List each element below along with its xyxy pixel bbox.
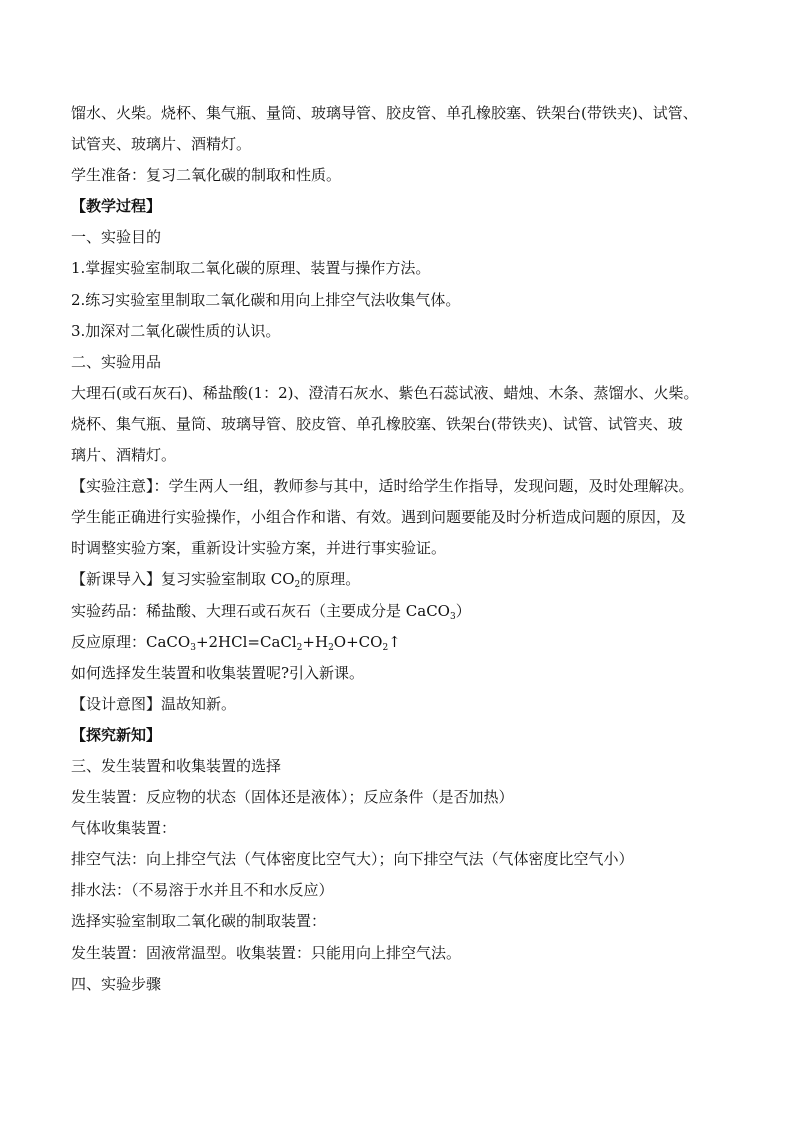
paragraph-line: 烧杯、集气瓶、量筒、玻璃导管、胶皮管、单孔橡胶塞、铁架台(带铁夹)、试管、试管夹、玻 (71, 414, 683, 433)
reaction-equation (71, 627, 741, 658)
text-span: +H (302, 632, 329, 651)
document-body (71, 98, 741, 1000)
paragraph-line: 选择实验室制取二氧化碳的制取装置： (71, 912, 327, 931)
subscript: 2 (328, 642, 334, 653)
section-heading-apparatus-selection: 三、发生装置和收集装置的选择 (71, 756, 282, 775)
paragraph-line: 【设计意图】温故知新。 (71, 694, 237, 713)
new-lesson-intro (71, 564, 741, 595)
paragraph-line: 【实验注意】：学生两人一组，教师参与其中，适时给学生作指导，发现问题，及时处理解决。 (71, 477, 694, 496)
paragraph-line: 试管夹、玻璃片、酒精灯。 (71, 135, 252, 154)
section-heading-experiment-purpose: 一、实验目的 (71, 228, 162, 247)
text-span: 实验药品：稀盐酸、大理石或石灰石（主要成分是 CaCO (71, 601, 450, 620)
list-item: 3.加深对二氧化碳性质的认识。 (71, 321, 281, 340)
paragraph-line: 时调整实验方案，重新设计实验方案，并进行事实验证。 (71, 539, 447, 558)
text-span: 的原理。 (300, 570, 361, 589)
text-span: +2HCl=CaCl (195, 632, 297, 651)
text-span: O+CO (333, 632, 383, 651)
paragraph-line: 馏水、火柴。烧杯、集气瓶、量筒、玻璃导管、胶皮管、单孔橡胶塞、铁架台(带铁夹)、试管、 (71, 104, 698, 122)
paragraph-line: 排水法：（不易溶于水并且不和水反应） (71, 881, 334, 900)
paragraph-line: 气体收集装置： (71, 819, 177, 838)
text-span: ） (455, 601, 471, 620)
paragraph-line: 发生装置：反应物的状态（固体还是液体）；反应条件（是否加热） (71, 788, 514, 807)
text-span: 反应原理：CaCO (71, 632, 191, 651)
experiment-reagents (71, 596, 741, 627)
paragraph-line: 学生能正确进行实验操作，小组合作和谐、有效。遇到问题要能及时分析造成问题的原因，及 (71, 508, 687, 527)
section-heading-experiment-supplies: 二、实验用品 (71, 352, 162, 371)
section-heading-experiment-steps: 四、实验步骤 (71, 974, 162, 993)
gas-arrow: ↑ (388, 632, 401, 651)
subscript: 2 (294, 580, 301, 591)
section-heading-explore: 【探究新知】 (71, 725, 162, 744)
subscript: 3 (190, 642, 196, 653)
subscript: 3 (449, 611, 456, 622)
paragraph-line: 璃片、酒精灯。 (71, 446, 177, 465)
paragraph-line: 发生装置：固液常温型。收集装置：只能用向上排空气法。 (71, 943, 462, 962)
subscript: 2 (296, 642, 303, 653)
paragraph-line: 大理石(或石灰石)、稀盐酸(1：2)、澄清石灰水、紫色石蕊试液、蜡烛、木条、蒸馏水、火柴。 (71, 383, 699, 402)
text-span: 【新课导入】复习实验室制取 CO (71, 570, 295, 589)
subscript: 2 (382, 642, 389, 653)
paragraph-line: 学生准备：复习二氧化碳的制取和性质。 (71, 166, 342, 185)
list-item: 2.练习实验室里制取二氧化碳和用向上排空气法收集气体。 (71, 290, 461, 309)
paragraph-line: 排空气法：向上排空气法（气体密度比空气大）；向下排空气法（气体密度比空气小） (71, 850, 634, 869)
list-item: 1.掌握实验室制取二氧化碳的原理、装置与操作方法。 (71, 259, 431, 278)
section-heading-teaching-process: 【教学过程】 (71, 197, 162, 216)
paragraph-line: 如何选择发生装置和收集装置呢?引入新课。 (71, 663, 365, 682)
